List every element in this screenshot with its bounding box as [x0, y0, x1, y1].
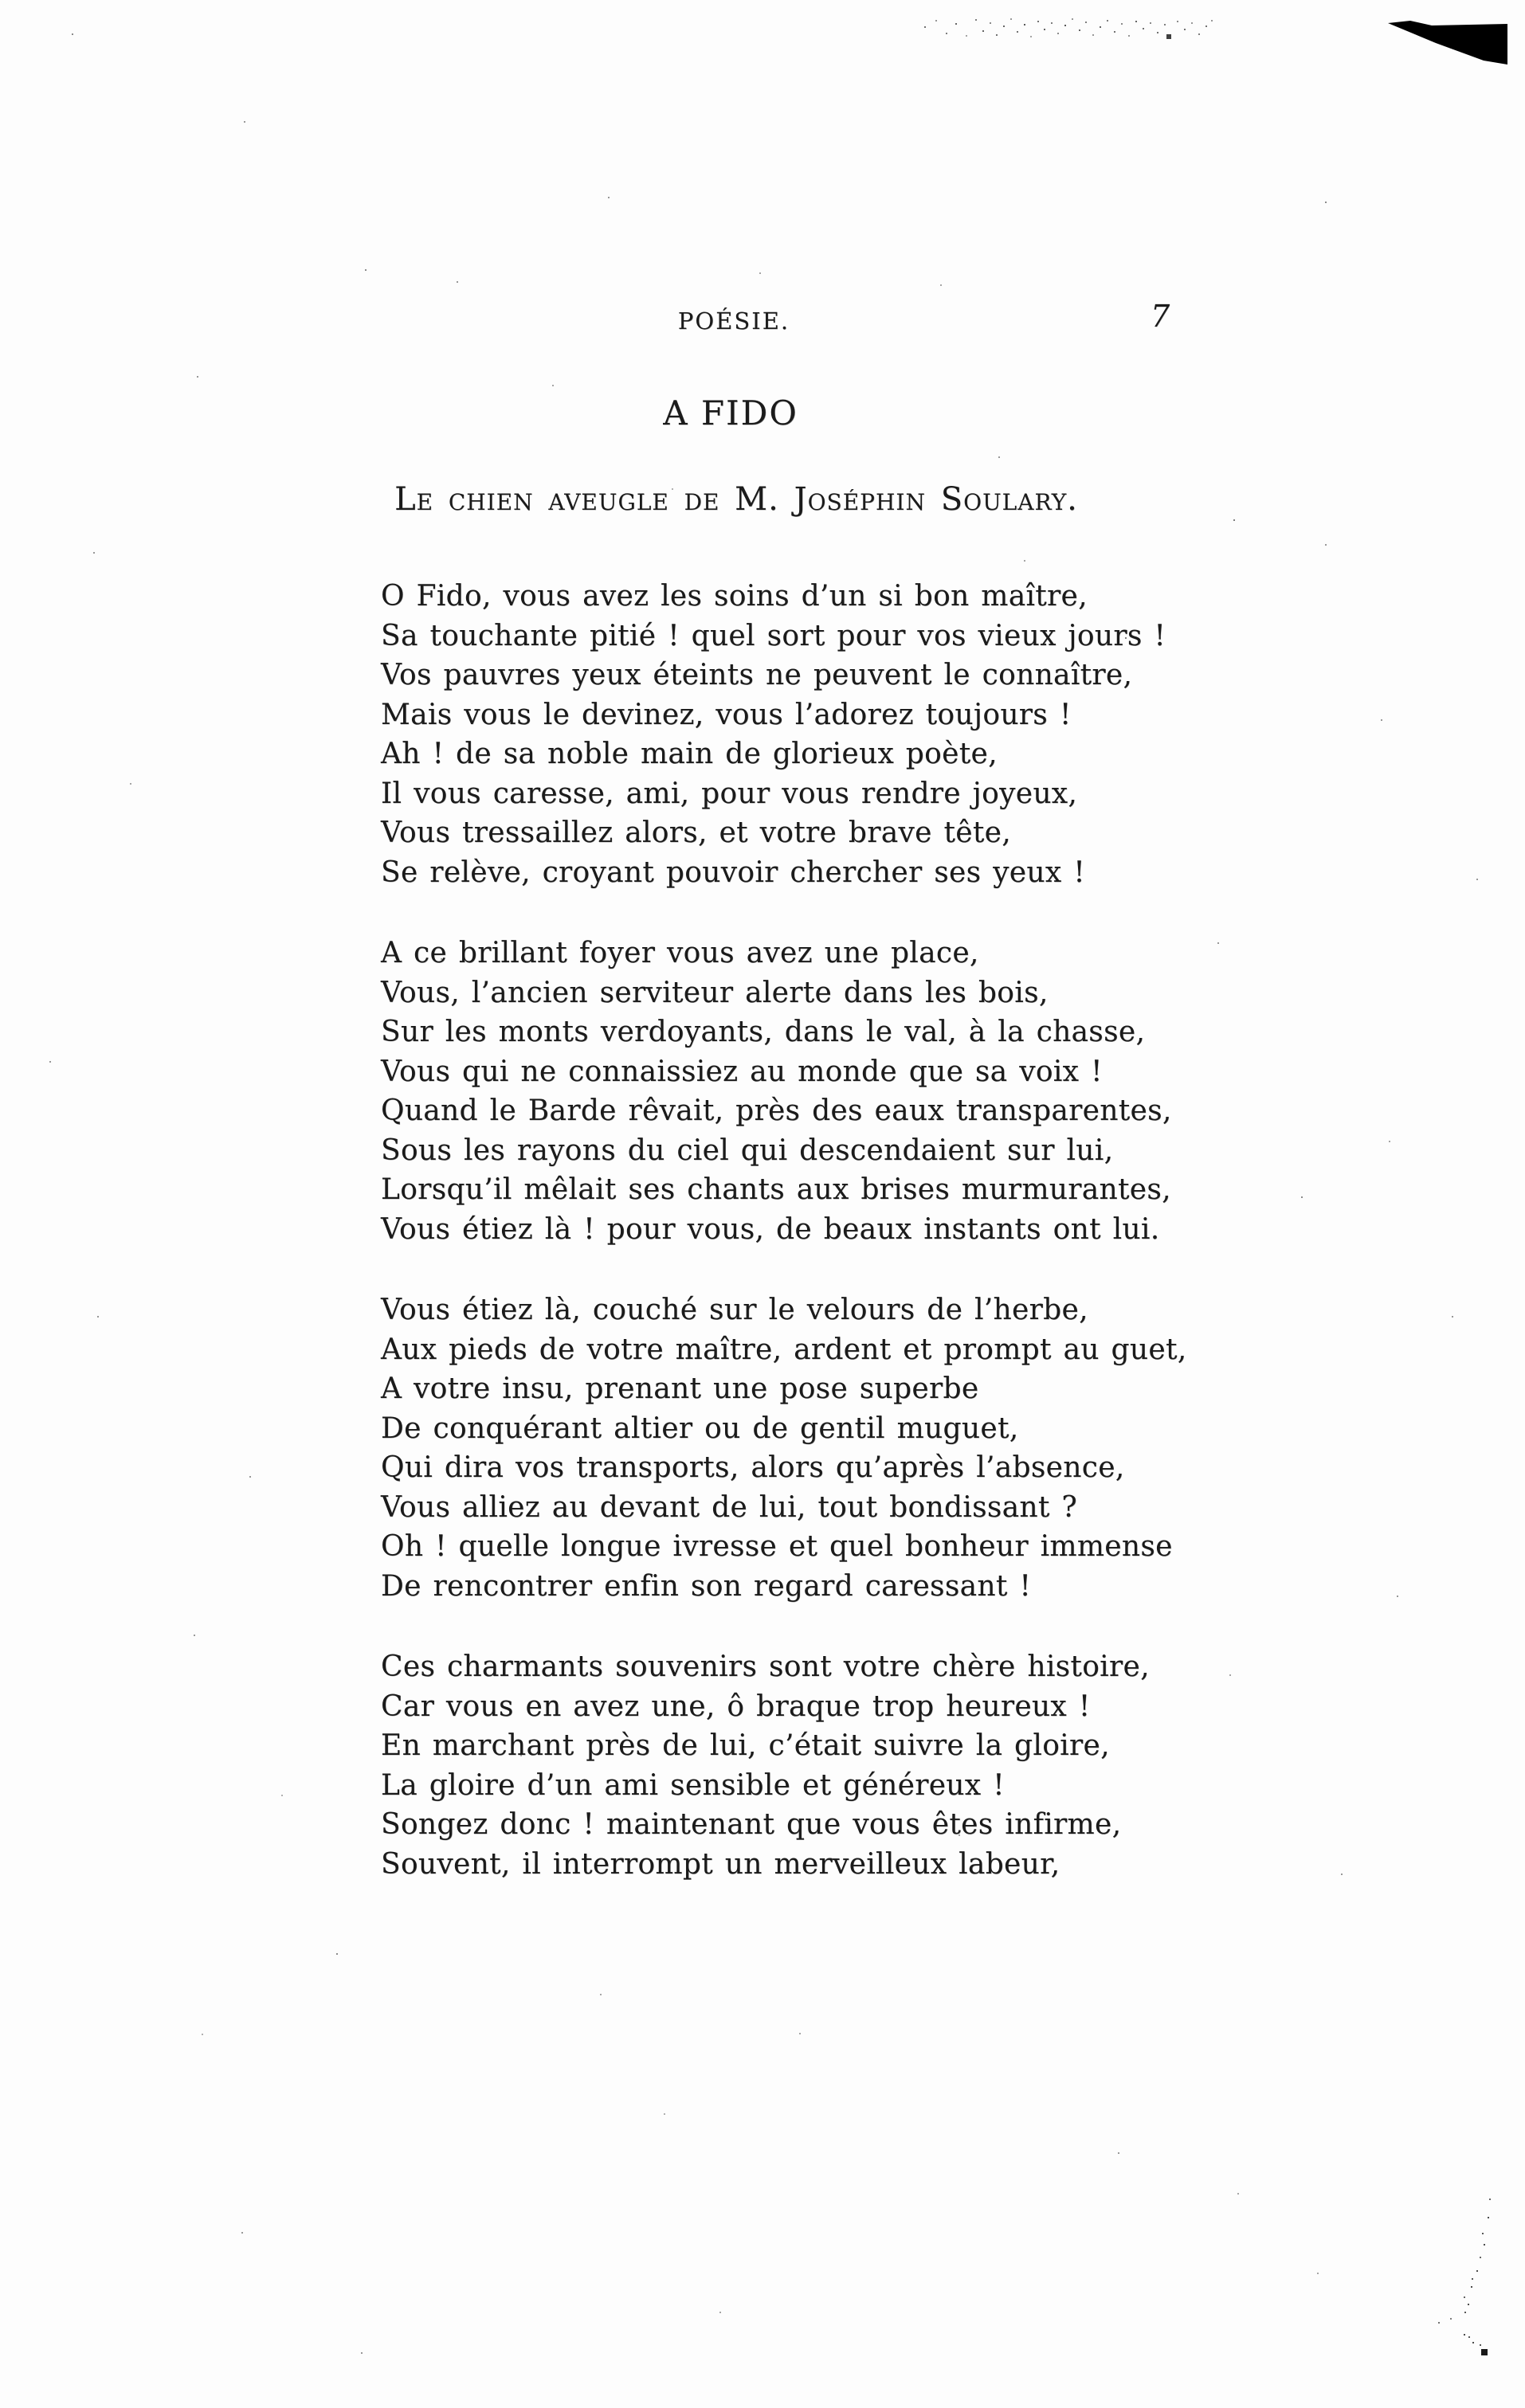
poem-line: Sous les rayons du ciel qui descendaient sur lui, [381, 1134, 1114, 1167]
poem-line: A ce brillant foyer vous avez une place, [381, 937, 979, 969]
poem-line: Vous, l’ancien serviteur alerte dans les bois, [381, 976, 1049, 1009]
poem-line: Se relève, croyant pouvoir chercher ses yeux ! [381, 856, 1085, 889]
stanza-1 [381, 577, 1166, 892]
poem-line: Oh ! quelle longue ivresse et quel bonheur immense [381, 1530, 1173, 1563]
poem-line: Sur les monts verdoyants, dans le val, à la chasse, [381, 1016, 1146, 1048]
poem-line: Quand le Barde rêvait, près des eaux transparentes, [381, 1094, 1172, 1127]
poem-line: La gloire d’un ami sensible et généreux ! [381, 1768, 1005, 1802]
poem-line: De conquérant altier ou de gentil muguet, [381, 1412, 1019, 1445]
poem-line: Ces charmants souvenirs sont votre chère histoire, [381, 1650, 1150, 1683]
stanza-2 [381, 934, 1172, 1249]
poem-line: Car vous en avez une, ô braque trop heureux ! [381, 1690, 1091, 1723]
poem-title: A FIDO [663, 394, 798, 433]
poem-line: Mais vous le devinez, vous l’adorez toujours ! [381, 698, 1072, 731]
corner-fold-artifact [1388, 19, 1507, 67]
poem-line: Vos pauvres yeux éteints ne peuvent le connaître, [381, 659, 1133, 691]
poem-line: Lorsqu’il mêlait ses chants aux brises murmurantes, [381, 1173, 1171, 1206]
poem-line: Vous alliez au devant de lui, tout bondissant ? [381, 1490, 1078, 1524]
poem-line: Qui dira vos transports, alors qu’après l’absence, [381, 1451, 1125, 1484]
poem-line: Il vous caresse, ami, pour vous rendre joyeux, [381, 777, 1078, 810]
poem-line: Vous étiez là, couché sur le velours de l’herbe, [381, 1294, 1088, 1326]
poem-line: Aux pieds de votre maître, ardent et prompt au guet, [381, 1333, 1187, 1366]
poem-line: Sa touchante pitié ! quel sort pour vos vieux jours ! [381, 619, 1166, 652]
running-header: POÉSIE. [677, 307, 790, 335]
poem-line: Souvent, il interrompt un merveilleux labeur, [381, 1847, 1060, 1881]
poem-line: O Fido, vous avez les soins d’un si bon maître, [381, 580, 1088, 613]
corner-fold-shape [1388, 19, 1507, 67]
poem-line: Vous tressaillez alors, et votre brave tête, [381, 816, 1011, 849]
poem-line: Songez donc ! maintenant que vous êtes infirme, [381, 1808, 1122, 1841]
poem-line: Ah ! de sa noble main de glorieux poète, [381, 738, 998, 770]
poem-dedication: Le chien aveugle de M. Joséphin Soulary. [394, 481, 1078, 518]
poem-line: De rencontrer enfin son regard caressant ! [381, 1569, 1032, 1603]
stanza-4 [381, 1647, 1150, 1884]
poem-line: Vous étiez là ! pour vous, de beaux instants ont lui. [381, 1212, 1160, 1246]
poem-line: A votre insu, prenant une pose superbe [381, 1372, 979, 1405]
poem-line: Vous qui ne connaissiez au monde que sa voix ! [381, 1055, 1103, 1088]
stanza-3 [381, 1290, 1186, 1606]
scan-crease-artifact [0, 0, 2, 2]
poem-line: En marchant près de lui, c’était suivre la gloire, [381, 1729, 1110, 1762]
page-number: 7 [1151, 299, 1170, 334]
